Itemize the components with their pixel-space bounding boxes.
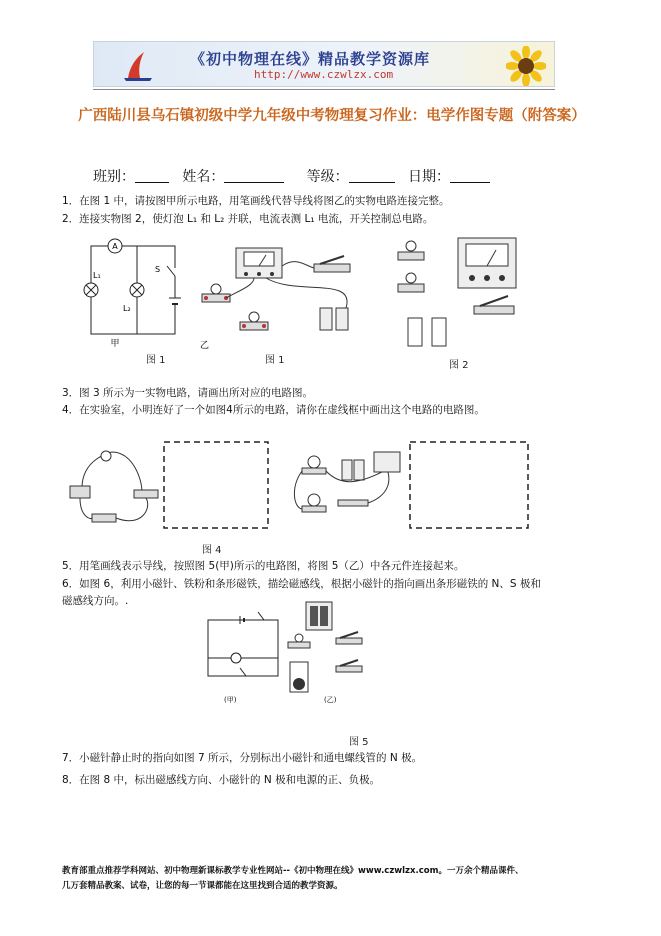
figure-5-yi-components	[288, 602, 362, 692]
figure-2-components	[384, 232, 524, 356]
question-6-line-2: 磁感线方向。.	[62, 595, 129, 607]
question-6-line-1: 6．如图 6，利用小磁针、铁粉和条形磁铁，描绘磁感线，根据小磁针的指向画出条形磁铁的 N、S 极和	[62, 578, 541, 590]
figure-5-jia-circuit	[208, 620, 278, 676]
figure-1-physical-circuit	[196, 236, 371, 356]
figure-1b-caption: 图 1	[265, 355, 285, 366]
header-divider	[93, 89, 555, 90]
question-5: 5．用笔画线表示导线，按照图 5(甲)所示的电路图，将图 5（乙）中各元件连接起来。	[62, 560, 465, 572]
sunflower-icon	[506, 46, 546, 86]
fig5-jia-label: (甲)	[224, 696, 237, 704]
banner-title: 《初中物理在线》精品教学资源库	[190, 50, 431, 68]
l2-label: L₂	[123, 304, 131, 313]
fig5-yi-label: (乙)	[324, 696, 337, 704]
lamp-l1-icon	[84, 283, 98, 297]
figure-1-circuit-diagram	[75, 238, 195, 350]
figure-4-caption: 图 4	[202, 545, 222, 556]
ammeter-label: A	[112, 242, 118, 251]
lamp-device-icon	[398, 241, 424, 260]
question-2: 2．连接实物图 2，使灯泡 L₁ 和 L₂ 并联，电流表测 L₁ 电流，开关控制总电路。	[62, 213, 434, 225]
figure-1a-caption: 图 1	[146, 355, 166, 366]
question-1: 1．在图 1 中，请按图甲所示电路，用笔画线代替导线将图乙的实物电路连接完整。	[62, 195, 450, 207]
site-logo-icon	[122, 48, 154, 82]
name-blank[interactable]	[224, 169, 284, 183]
lamp-device-icon	[398, 273, 424, 292]
ammeter-device-icon	[458, 238, 516, 288]
figure-5-area	[200, 598, 380, 712]
fig1-yi-label: 乙	[200, 341, 210, 351]
switch-device-icon	[314, 256, 350, 272]
figure-2-caption: 图 2	[449, 360, 469, 371]
fig1-jia-label: 甲	[110, 339, 120, 349]
class-label: 班别：	[93, 169, 135, 185]
class-blank[interactable]	[135, 169, 169, 183]
student-info-line	[93, 166, 490, 186]
question-7: 7．小磁针静止时的指向如图 7 所示，分别标出小磁针和通电螺线管的 N 极。	[62, 752, 423, 764]
switch-device-icon	[474, 296, 514, 314]
lamp-l2-icon	[130, 283, 144, 297]
question-3: 3．图 3 所示为一实物电路，请画出所对应的电路图。	[62, 387, 314, 399]
ammeter-device-icon	[236, 248, 282, 278]
switch-label: S	[155, 265, 161, 274]
figure-3-4-area	[62, 438, 542, 538]
date-label: 日期：	[407, 169, 450, 185]
footer	[62, 864, 607, 894]
header-banner	[93, 41, 555, 87]
footer-line-2: 几万套精品教案、试卷，让您的每一节课都能在这里找到合适的教学资源。	[62, 881, 343, 891]
battery-device-icon	[408, 318, 446, 346]
dashed-answer-box-4	[410, 442, 528, 528]
physical-circuit-4	[294, 452, 400, 512]
date-blank[interactable]	[450, 169, 490, 183]
battery-icon	[169, 298, 181, 304]
lamp-device-l1-icon	[202, 284, 230, 302]
figure-5-caption: 图 5	[349, 737, 369, 748]
switch-icon	[167, 266, 175, 276]
grade-label: 等级：	[306, 169, 349, 185]
name-label: 姓名：	[182, 169, 225, 185]
l1-label: L₁	[93, 271, 101, 280]
question-8: 8．在图 8 中，标出磁感线方向、小磁针的 N 极和电源的正、负极。	[62, 774, 381, 786]
banner-url[interactable]: http://www.czwlzx.com	[254, 68, 394, 81]
footer-line-1: 教育部重点推荐学科网站、初中物理新课标教学专业性网站--《初中物理在线》www.czwlzx.com。一万余个精品课件、	[62, 866, 524, 876]
question-4: 4．在实验室，小明连好了一个如图4所示的电路，请你在虚线框中画出这个电路的电路图。	[62, 404, 485, 416]
grade-blank[interactable]	[349, 169, 395, 183]
battery-device-icon	[320, 308, 348, 330]
lamp-device-l2-icon	[240, 312, 268, 330]
physical-circuit-3	[70, 451, 158, 522]
dashed-answer-box-3	[164, 442, 268, 528]
document-title: 广西陆川县乌石镇初级中学九年级中考物理复习作业：电学作图专题（附答案）	[78, 108, 586, 124]
